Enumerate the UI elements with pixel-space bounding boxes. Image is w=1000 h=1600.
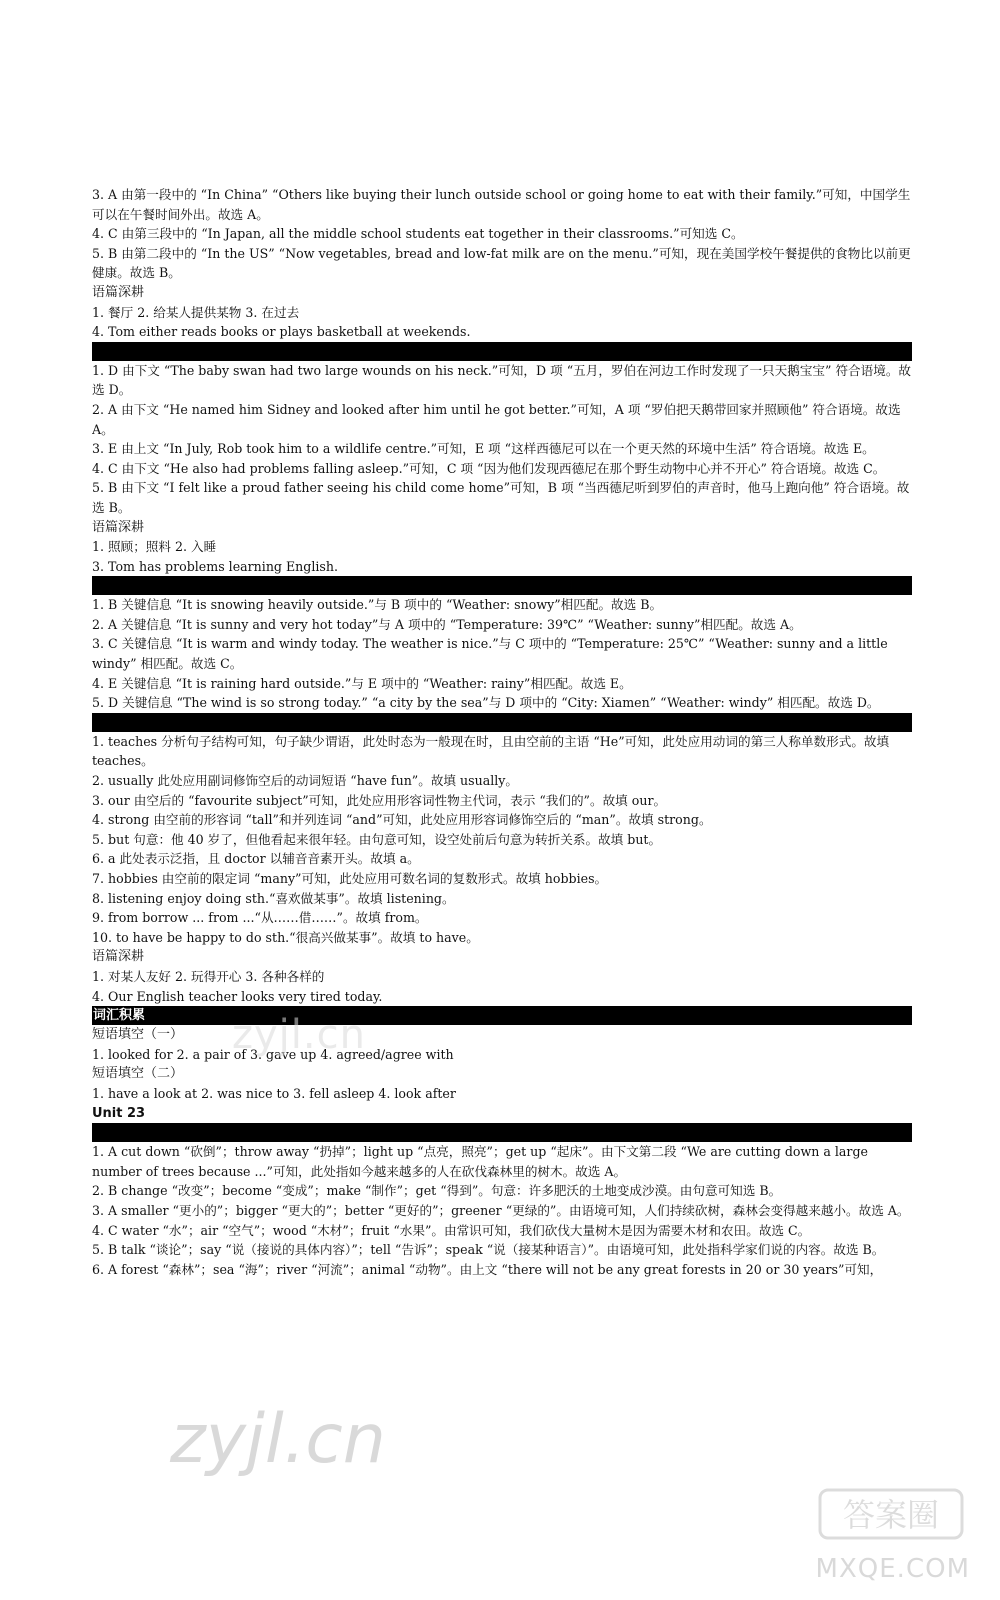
answer-line: 3. Tom has problems learning English. (92, 558, 338, 574)
answer-line: 9. from borrow ... from ...“从……借……”。故填 from。 (92, 910, 428, 926)
answer-line: 4. C 由第三段中的 “In Japan, all the middle school students eat together in their classrooms.”可知选 C。 (92, 226, 744, 242)
section-subheading: 短语填空（一） (92, 1027, 184, 1043)
unit-heading: Unit 23 (92, 1105, 146, 1121)
answer-line: 1. 照顾；照料 2. 入睡 (92, 539, 217, 555)
answer-line: 10. to have be happy to do sth.“很高兴做某事”。故填 to have。 (92, 929, 479, 945)
answer-line: 2. B change “改变”；become “变成”；make “制作”；get “得到”。句意：许多肥沃的土地变成沙漠。由句意可知选 B。 (92, 1183, 782, 1199)
answer-line: 3. A smaller “更小的”；bigger “更大的”；better “更好的”；greener “更绿的”。由语境可知，人们持续砍树，森林会变得越来越小。故选 A。 (92, 1202, 910, 1218)
answer-line: 1. D 由下文 “The baby swan had two large wounds on his neck.”可知，D 项 “五月，罗伯在河边工作时发现了一只天鹅宝宝” 符合语境。故选 D。 (92, 362, 912, 398)
answer-line: 3. our 由空后的 “favourite subject”可知，此处应用形容词性物主代词，表示 “我们的”。故填 our。 (92, 792, 667, 808)
answer-line: 1. have a look at 2. was nice to 3. fell asleep 4. look after (92, 1085, 456, 1101)
watermark-logo-text: 答案圈 (842, 1496, 940, 1534)
watermark-logo (816, 1484, 966, 1544)
watermark-site: MXQE.COM (815, 1554, 970, 1584)
vocab-section-bar: 词汇积累 (92, 1006, 912, 1025)
answer-line: 5. B 由下文 “I felt like a proud father seeing his child come home”可知，B 项 “当西德尼听到罗伯的声音时，他马上跑向他” 符合语境。故选 B。 (92, 480, 910, 515)
section-bar: G (92, 713, 912, 732)
answer-line: 3. C 关键信息 “It is warm and windy today. The weather is nice.”与 C 项中的 “Temperature: 25℃” “Weather: sunny and a little windy” 相匹配。故选 C。 (92, 636, 888, 672)
answer-line: 4. E 关键信息 “It is raining hard outside.”与 E 项中的 “Weather: rainy”相匹配。故选 E。 (92, 675, 632, 691)
answer-line: 6. A forest “森林”；sea “海”；river “河流”；animal “动物”。由上文 “there will not be any great forests in 20 or 30 years”可知， (92, 1261, 883, 1277)
section-bar: E (92, 342, 912, 361)
answer-line: 3. A 由第一段中的 “In China” “Others like buying their lunch outside school or going home to eat with their family.”可知，中国学生可以在午餐时间外出。故选 A。 (92, 187, 911, 222)
answer-line: 4. C 由下文 “He also had problems falling asleep.”可知，C 项 “因为他们发现西德尼在那个野生动物中心并不开心” 符合语境。故选 C。 (92, 460, 886, 476)
answer-line: 1. B 关键信息 “It is snowing heavily outside.”与 B 项中的 “Weather: snowy”相匹配。故选 B。 (92, 597, 663, 613)
answer-line: 6. a 此处表示泛指，且 doctor 以辅音音素开头。故填 a。 (92, 851, 420, 867)
watermark-low: zyjl.cn (170, 1400, 386, 1479)
answer-line: 2. A 由下文 “He named him Sidney and looked after him until he got better.”可知，A 项 “罗伯把天鹅带回家并照顾他” 符合语境。故选 A。 (92, 401, 901, 437)
watermark-mid: zyjl.cn (232, 1012, 366, 1058)
answer-line: 5. B 由第二段中的 “In the US” “Now vegetables, bread and low-fat milk are on the menu.”可知，现在美国学校午餐提供的食物比以前更健康。故选 B。 (92, 245, 911, 281)
section-subheading: 语篇深耕 (92, 949, 145, 965)
section-subheading: 语篇深耕 (92, 284, 145, 300)
answer-line: 1. teaches 分析句子结构可知，句子缺少谓语，此处时态为一般现在时，且由空前的主语 “He”可知，此处应用动词的第三人称单数形式。故填 teaches。 (92, 733, 890, 769)
answer-line: 5. but 句意：他 40 岁了，但他看起来很年轻。由句意可知，设空处前后句意为转折关系。故填 but。 (92, 831, 662, 847)
answer-line: 2. A 关键信息 “It is sunny and very hot today”与 A 项中的 “Temperature: 39℃” “Weather: sunny”相匹配。故选 A。 (92, 616, 802, 632)
answer-line: 1. 对某人友好 2. 玩得开心 3. 各种各样的 (92, 968, 325, 984)
answer-line: 1. A cut down “砍倒”；throw away “扔掉”；light up “点亮，照亮”；get up “起床”。由下文第二段 “We are cutting down a large number of trees because ...”可知，此处指如今越来越多的人在砍伐森林里的树木。故选 A。 (92, 1144, 868, 1179)
answer-line: 4. Our English teacher looks very tired today. (92, 988, 383, 1004)
answer-line: 5. D 关键信息 “The wind is so strong today.” “a city by the sea”与 D 项中的 “City: Xiamen” “Weather: windy” 相匹配。故选 D。 (92, 695, 880, 711)
section-subheading: 短语填空（二） (92, 1066, 184, 1082)
answer-line: 8. listening enjoy doing sth.“喜欢做某事”。故填 listening。 (92, 890, 455, 906)
answer-line: 5. B talk “谈论”；say “说（接说的具体内容）”；tell “告诉”；speak “说（接某种语言）”。由语境可知，此处指科学家们说的内容。故选 B。 (92, 1242, 885, 1258)
answer-line: 4. C water “水”；air “空气”；wood “木材”；fruit “水果”。由常识可知，我们砍伐大量树木是因为需要木材和农田。故选 C。 (92, 1222, 811, 1238)
section-subheading: 语篇深耕 (92, 519, 145, 535)
answer-line: 4. Tom either reads books or plays basketball at weekends. (92, 324, 471, 340)
answer-line: 1. looked for 2. a pair of 3. gave up 4. agreed/agree with (92, 1046, 454, 1062)
answer-line: 7. hobbies 由空前的限定词 “many”可知，此处应用可数名词的复数形式。故填 hobbies。 (92, 871, 608, 886)
answer-line: 4. strong 由空前的形容词 “tall”和并列连词 “and”可知，此处应用形容词修饰空后的 “man”。故填 strong。 (92, 812, 712, 828)
answer-line: 2. usually 此处应用副词修饰空后的动词短语 “have fun”。故填 usually。 (92, 773, 518, 789)
section-bar: A (92, 1123, 912, 1142)
answer-line: 1. 餐厅 2. 给某人提供某物 3. 在过去 (92, 304, 300, 320)
answer-document (92, 185, 912, 1279)
section-bar: F (92, 576, 912, 595)
answer-line: 3. E 由上文 “In July, Rob took him to a wildlife centre.”可知，E 项 “这样西德尼可以在一个更天然的环境中生活” 符合语境。故选 E。 (92, 441, 875, 457)
